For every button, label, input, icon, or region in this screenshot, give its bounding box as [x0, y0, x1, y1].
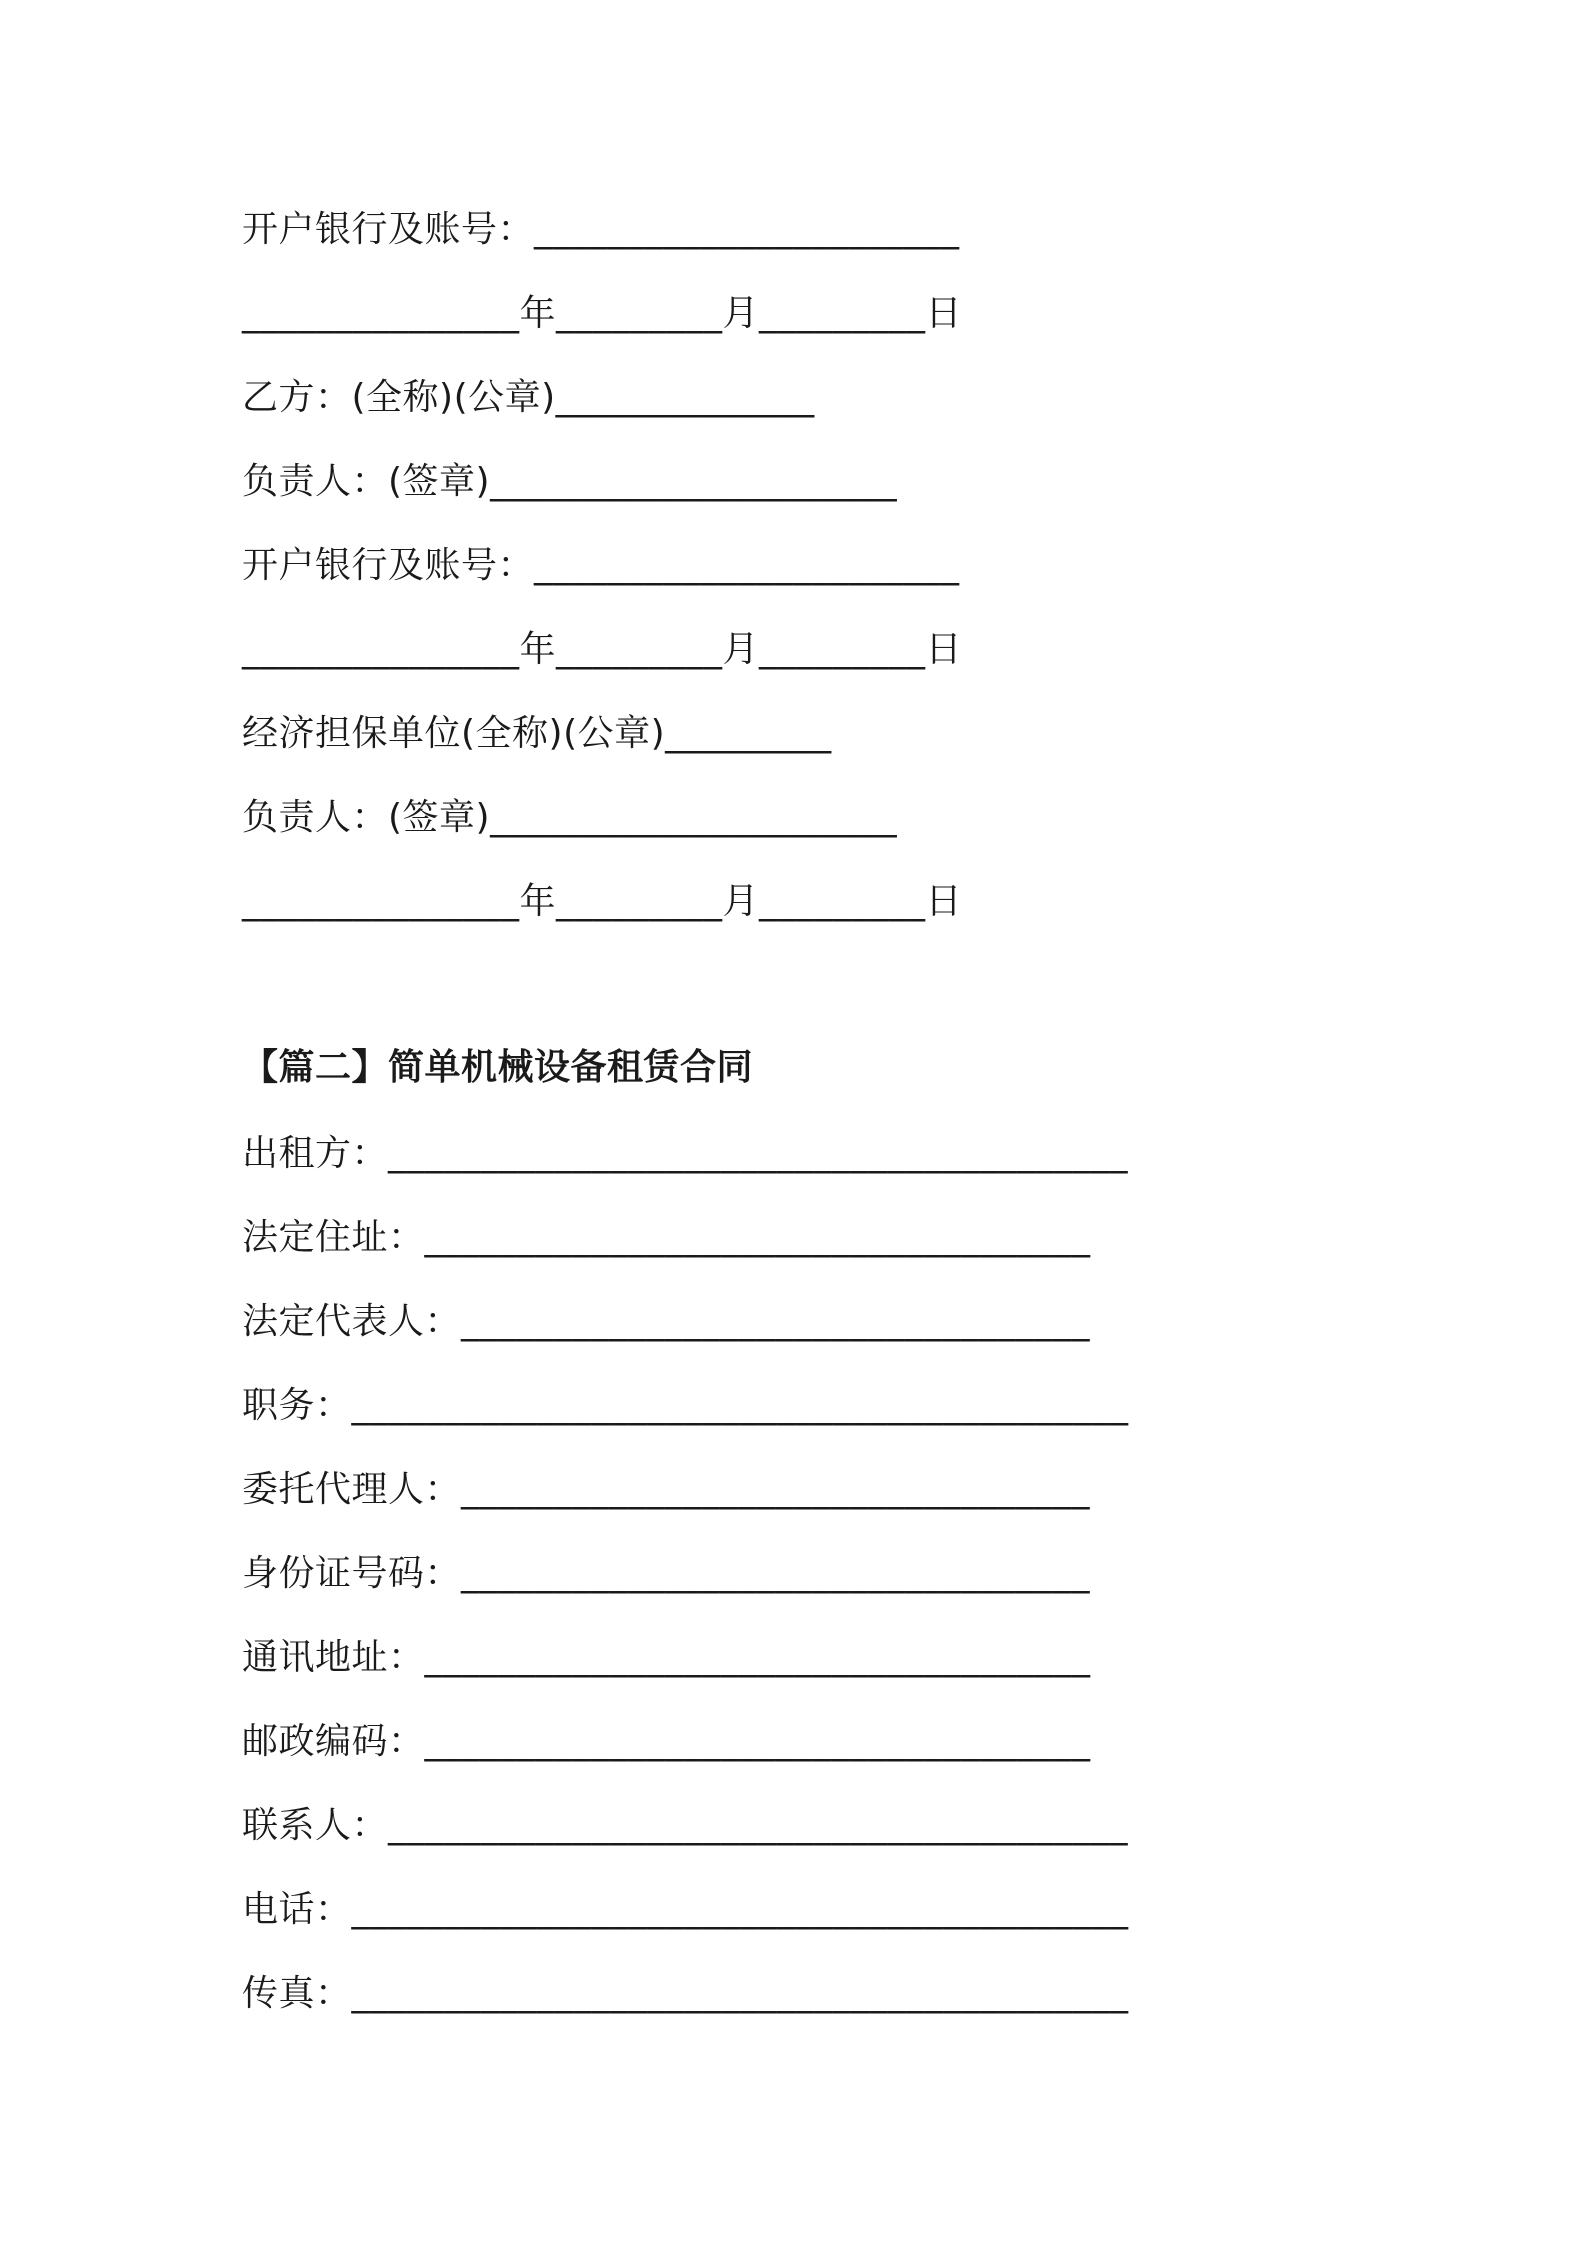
date-line: _______________年_________月_________日 — [242, 881, 962, 922]
contact-person-line: 联系人：________________________________________ — [242, 1805, 1129, 1846]
guarantor-line: 经济担保单位(全称)(公章)_________ — [242, 713, 832, 754]
party-b-line: 乙方：(全称)(公章)______________ — [242, 377, 815, 418]
section-title: 【篇二】简单机械设备租赁合同 — [242, 1047, 754, 1088]
legal-representative-line: 法定代表人：__________________________________ — [242, 1301, 1091, 1342]
bank-account-line: 开户银行及账号：_______________________ — [242, 209, 960, 250]
responsible-person-line: 负责人：(签章)______________________ — [242, 461, 898, 502]
fax-line: 传真：__________________________________________ — [242, 1973, 1129, 2014]
agent-line: 委托代理人：__________________________________ — [242, 1469, 1091, 1510]
mailing-address-line: 通讯地址：____________________________________ — [242, 1637, 1091, 1678]
postal-code-line: 邮政编码：____________________________________ — [242, 1721, 1091, 1762]
lessor-line: 出租方：________________________________________ — [242, 1133, 1129, 1174]
position-line: 职务：__________________________________________ — [242, 1385, 1129, 1426]
responsible-person-line: 负责人：(签章)______________________ — [242, 797, 898, 838]
bank-account-line: 开户银行及账号：_______________________ — [242, 545, 960, 586]
phone-line: 电话：__________________________________________ — [242, 1889, 1129, 1930]
legal-address-line: 法定住址：____________________________________ — [242, 1217, 1091, 1258]
date-line: _______________年_________月_________日 — [242, 293, 962, 334]
id-number-line: 身份证号码：__________________________________ — [242, 1553, 1091, 1594]
date-line: _______________年_________月_________日 — [242, 629, 962, 670]
